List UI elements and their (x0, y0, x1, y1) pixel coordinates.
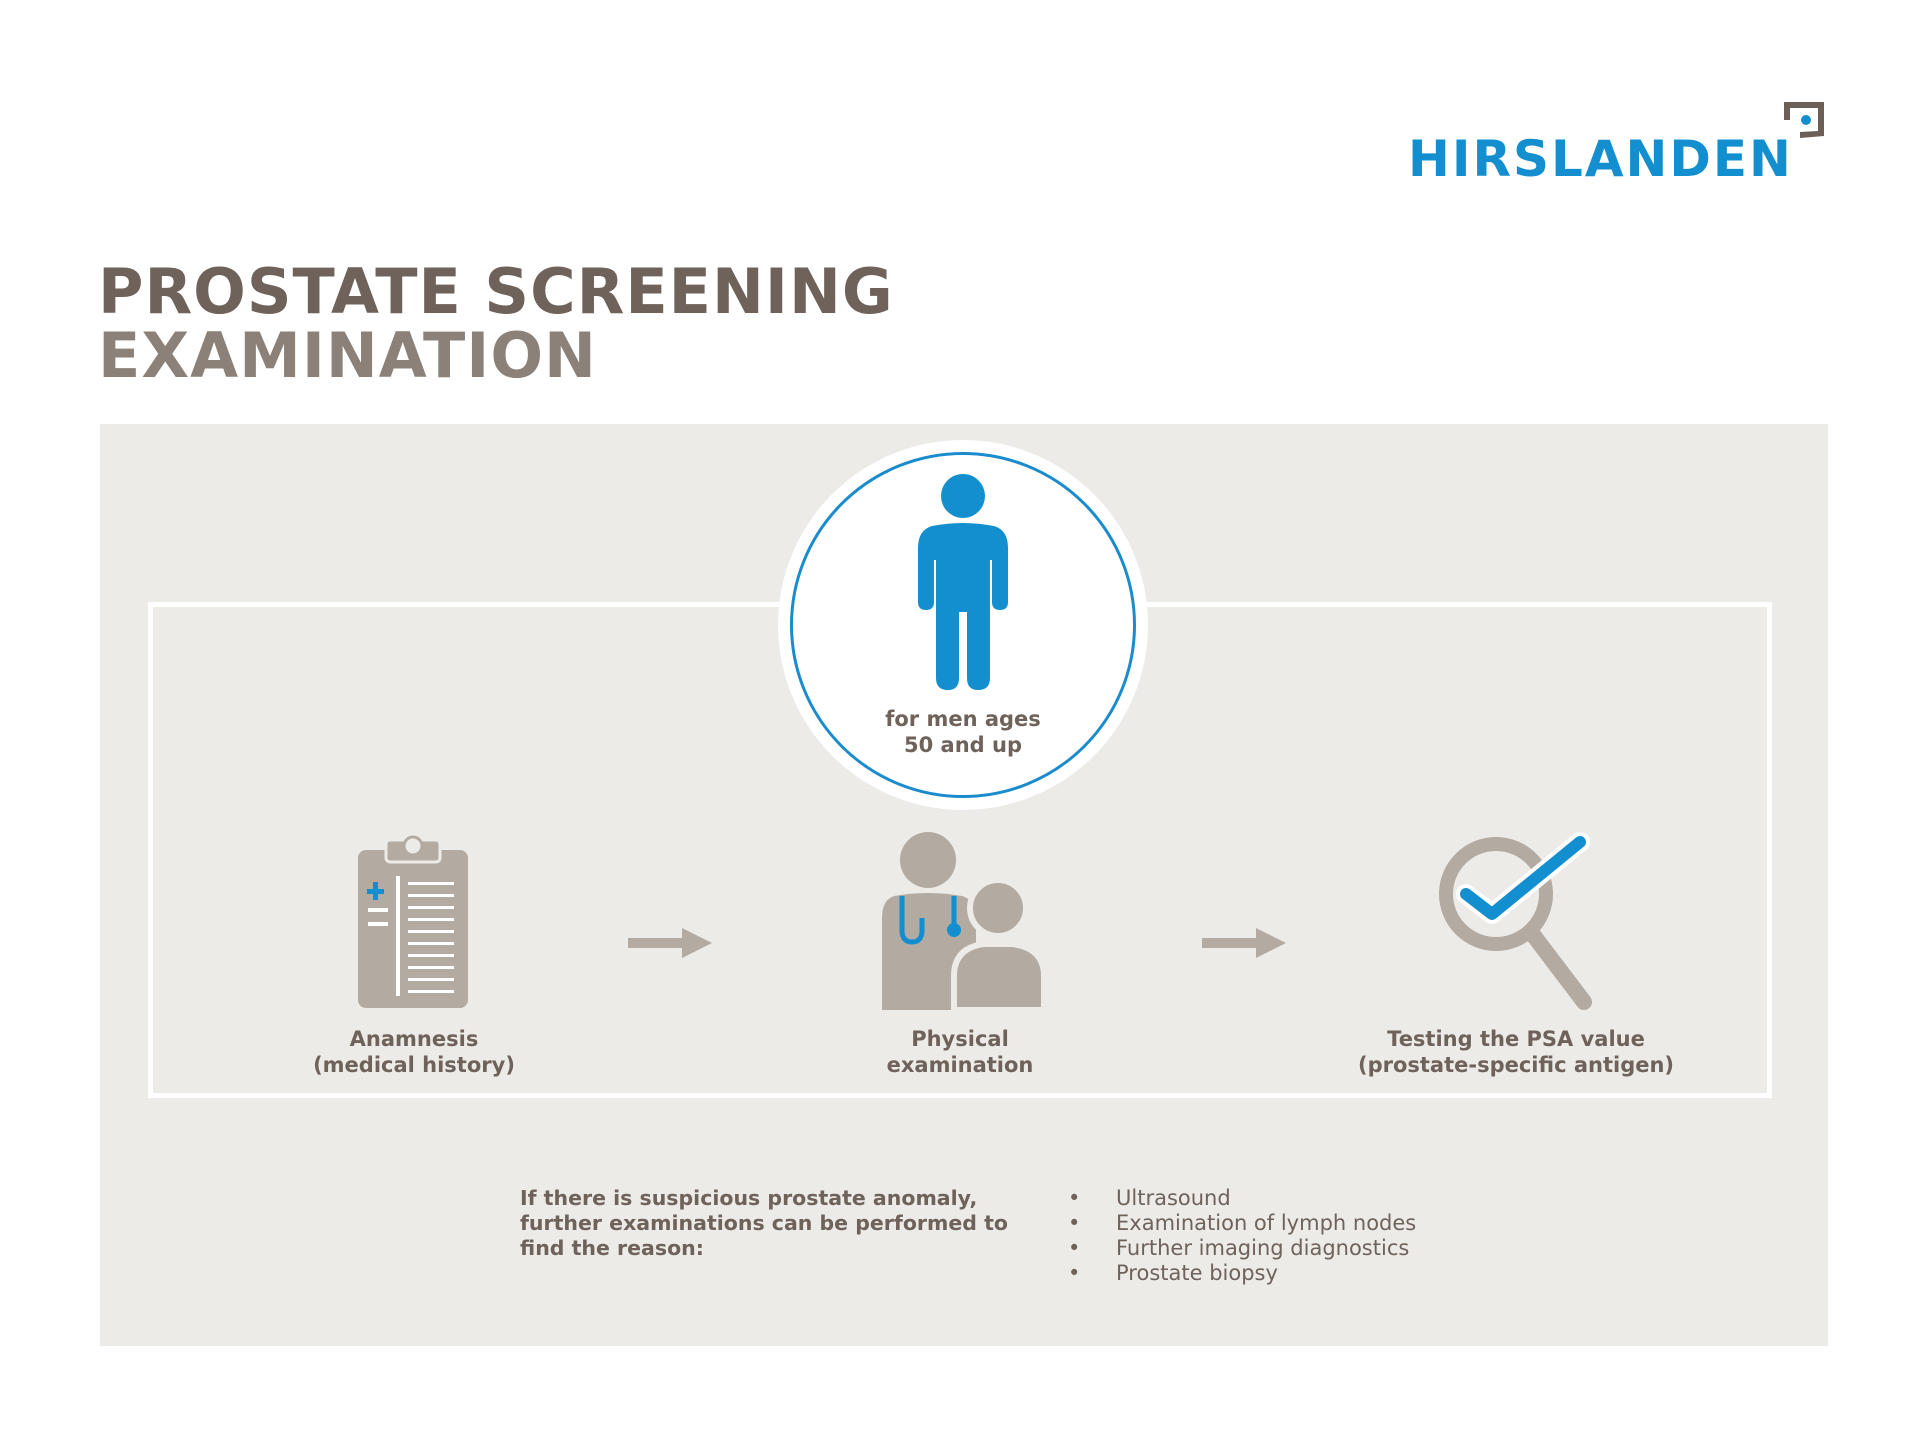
list-item (1068, 1236, 1416, 1261)
step-anamnesis-label (184, 1026, 644, 1078)
target-group-label (850, 706, 1076, 758)
step-psa-line-1: Testing the PSA value (1387, 1027, 1645, 1051)
arrow-right-icon (1202, 928, 1286, 958)
list-item (1068, 1261, 1416, 1286)
list-item (1068, 1186, 1416, 1211)
target-group-line-1: for men ages (885, 707, 1041, 731)
step-anamnesis-line-2: (medical history) (313, 1053, 515, 1077)
step-physical-line-1: Physical (911, 1027, 1009, 1051)
bullet: • (1068, 1236, 1081, 1260)
bullet: • (1068, 1211, 1081, 1235)
bullet: • (1068, 1186, 1081, 1210)
list-item (1068, 1211, 1416, 1236)
bullet: • (1068, 1261, 1081, 1285)
step-psa-line-2: (prostate-specific antigen) (1357, 1053, 1675, 1077)
title-line-2: EXAMINATION (98, 319, 597, 392)
clipboard-icon (356, 832, 470, 1010)
followup-list (1068, 1186, 1416, 1286)
brand-logo (1408, 88, 1828, 198)
list-item-text: Ultrasound (1116, 1186, 1231, 1210)
title-line-1: PROSTATE SCREENING (98, 255, 894, 328)
list-item-text: Further imaging diagnostics (1116, 1236, 1410, 1260)
arrow-right-icon (628, 928, 712, 958)
step-psa-label (1286, 1026, 1746, 1078)
magnifier-check-icon (1438, 832, 1592, 1010)
page-title (98, 255, 894, 392)
target-group-line-2: 50 and up (904, 733, 1022, 757)
brand-name: HIRSLANDEN (1408, 130, 1793, 188)
followup-note: If there is suspicious prostate anomaly, further examinations can be performed to find the reason: (520, 1186, 1008, 1260)
person-icon (910, 472, 1016, 692)
list-item-text: Examination of lymph nodes (1116, 1211, 1417, 1235)
step-physical-label (730, 1026, 1190, 1078)
brand-mark-icon (1780, 98, 1828, 142)
list-item-text: Prostate biopsy (1116, 1261, 1278, 1285)
doctor-patient-icon (880, 830, 1050, 1012)
step-physical-line-2: examination (886, 1053, 1034, 1077)
step-anamnesis-line-1: Anamnesis (349, 1027, 479, 1051)
